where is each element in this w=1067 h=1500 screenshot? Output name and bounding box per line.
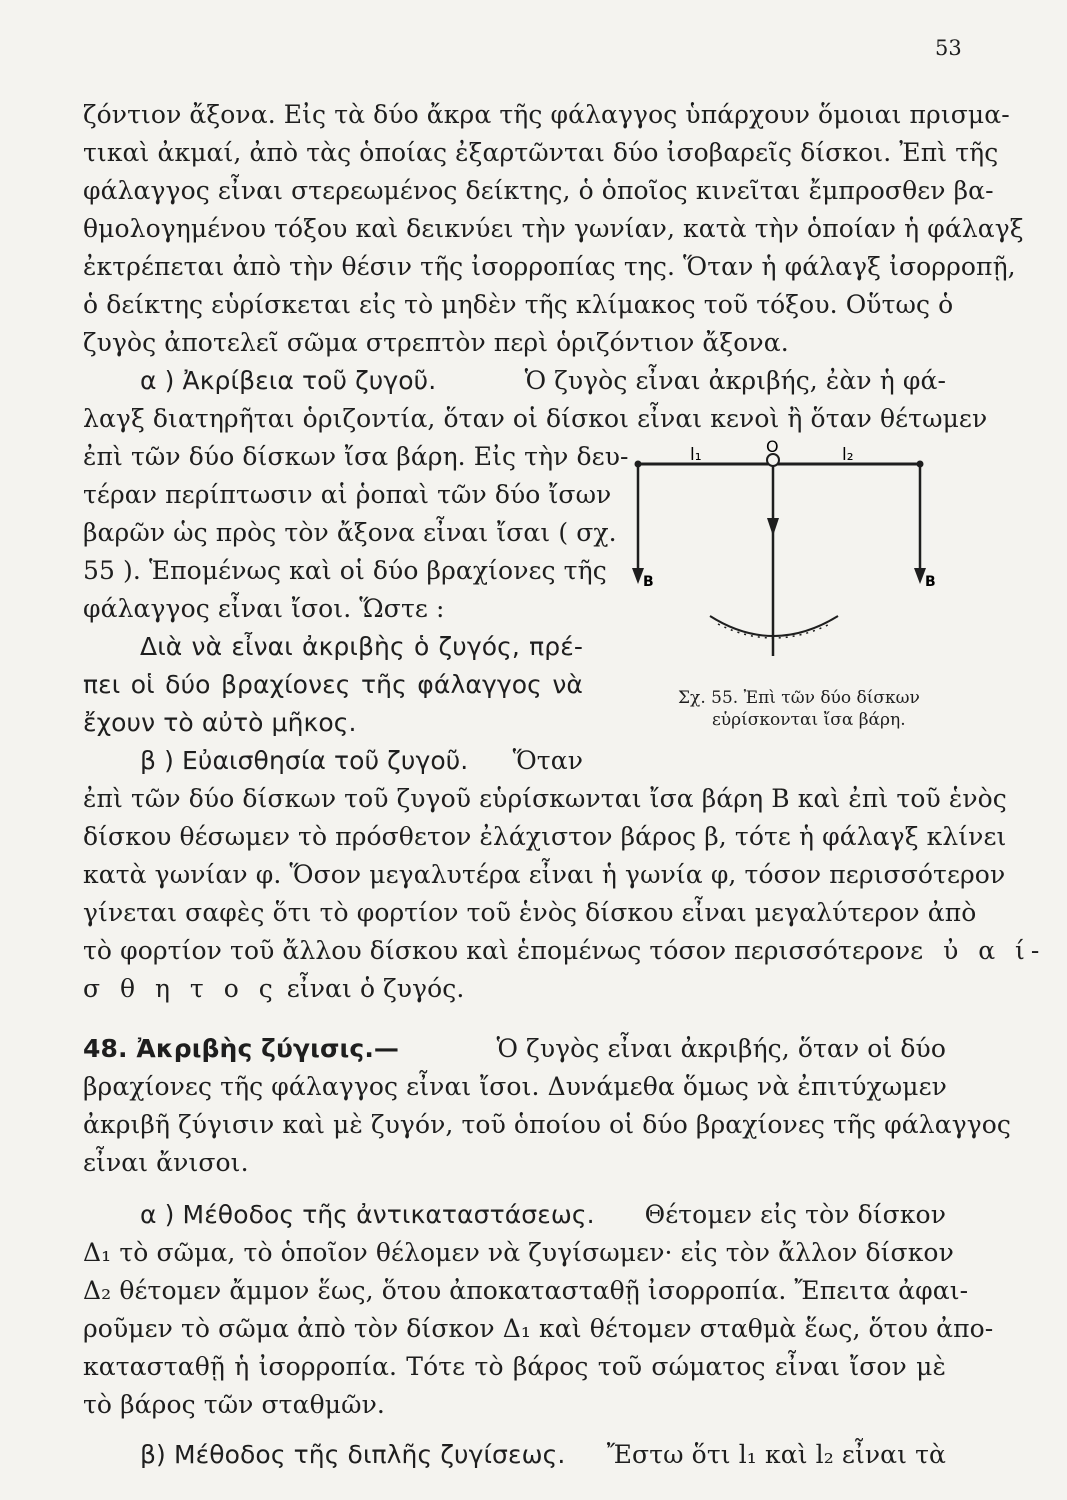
text-line: τέραν περίπτωσιν αἱ ῥοπαὶ τῶν δύο ἴσων [83,480,612,509]
figure-caption-line2: εὑρίσκονται ἴσα βάρη. [712,710,906,730]
text-line: φάλαγγος εἶναι στερεωμένος δείκτης, ὁ ὁποῖος κινεῖται ἔμπροσθεν βα- [83,176,994,205]
text-line: ροῦμεν τὸ σῶμα ἀπὸ τὸν δίσκον Δ₁ καὶ θέτομεν σταθμὰ ἕως, ὅτου ἀπο- [83,1314,994,1343]
text-line: κατασταθῇ ἡ ἰσορροπία. Τότε τὸ βάρος τοῦ σώματος εἶναι ἴσον μὲ [83,1352,946,1381]
text-line: ἐκτρέπεται ἀπὸ τὴν θέσιν τῆς ἰσορροπίας της. Ὅταν ἡ φάλαγξ ἰσορροπῇ, [83,252,1016,281]
label-l1: l₁ [690,445,702,465]
rule-line: Διὰ νὰ εἶναι ἀκριβὴς ὁ ζυγός, πρέ- [140,632,583,661]
section-b-text: Ὅταν [512,746,583,775]
text-line: Δ₂ θέτομεν ἄμμον ἕως, ὅτου ἀποκατασταθῇ ἰσορροπία. Ἔπειτα ἀφαι- [83,1276,969,1305]
center-arrowhead [767,518,779,536]
section48-number: 48. [83,1034,128,1063]
text-line: ὁ δείκτης εὑρίσκεται εἰς τὸ μηδὲν τῆς κλίμακος τοῦ τόξου. Οὕτως ὁ [83,290,954,319]
text-line: δίσκου θέσωμεν τὸ πρόσθετον ἐλάχιστον βάρος β, τότε ἡ φάλαγξ κλίνει [83,822,1007,851]
text-line: τικαὶ ἀκμαί, ἀπὸ τὰς ὁποίας ἐξαρτῶνται δύο ἰσοβαρεῖς δίσκοι. Ἐπὶ τῆς [83,138,999,167]
method-a-heading: α ) Μέθοδος τῆς ἀντικαταστάσεως. [140,1200,595,1229]
text-line: βραχίονες τῆς φάλαγγος εἶναι ἴσοι. Δυνάμεθα ὅμως νὰ ἐπιτύχωμεν [83,1072,947,1101]
section48-title [83,1034,399,1063]
spaced-word: σ θ η τ ο ς [83,974,279,1003]
text-span: τὸ φορτίον τοῦ ἄλλου δίσκου καὶ ἑπομένως τόσον περισσότερον [83,936,911,965]
label-b-left: B [643,574,654,590]
text-line: 55 ). Ἑπομένως καὶ οἱ δύο βραχίονες τῆς [83,556,607,585]
method-b-text: Ἔστω ὅτι l₁ καὶ l₂ εἶναι τὰ [606,1440,946,1469]
figure-caption-line1: Σχ. 55. Ἐπὶ τῶν δύο δίσκων [678,688,920,708]
label-b-right: B [925,574,936,590]
text-line: βαρῶν ὡς πρὸς τὸν ἄξονα εἶναι ἴσαι ( σχ. [83,518,617,547]
section-a-line [140,366,946,395]
text-line: γίνεται σαφὲς ὅτι τὸ φορτίον τοῦ ἑνὸς δίσκου εἶναι μεγαλύτερον ἀπὸ [83,898,977,927]
text-line: εἶναι ἄνισοι. [83,1148,249,1177]
rule-line: ἔχουν τὸ αὐτὸ μῆκος. [83,708,357,737]
text-line: ἐπὶ τῶν δύο δίσκων ἴσα βάρη. Εἰς τὴν δευ- [83,442,629,471]
method-b-heading: β) Μέθοδος τῆς διπλῆς ζυγίσεως. [140,1440,566,1469]
text-line [83,936,1046,965]
text-line: λαγξ διατηρῆται ὁριζοντία, ὅταν οἱ δίσκοι εἶναι κενοὶ ἢ ὅταν θέτωμεν [83,404,988,433]
text-line [83,974,464,1003]
text-line: ζόντιον ἄξονα. Εἰς τὰ δύο ἄκρα τῆς φάλαγγος ὑπάρχουν ὅμοιαι πρισμα- [83,100,1010,129]
rule-line: πει οἱ δύο βραχίονες τῆς φάλαγγος νὰ [83,670,583,699]
text-line: φάλαγγος εἶναι ἴσοι. Ὥστε : [83,594,445,623]
section-a-heading: α ) Ἀκρίβεια τοῦ ζυγοῦ. [140,366,437,395]
section-b-line [140,746,583,775]
section-b-heading: β ) Εὐαισθησία τοῦ ζυγοῦ. [140,746,469,775]
label-o: O [766,438,779,456]
text-line: κατὰ γωνίαν φ. Ὅσον μεγαλυτέρα εἶναι ἡ γωνία φ, τόσον περισσότερον [83,860,1006,889]
section-a-text: Ὁ ζυγὸς εἶναι ἀκριβής, ἐὰν ἡ φά- [524,366,946,395]
label-l2: l₂ [842,445,854,465]
method-a-line [140,1200,946,1229]
text-line: θμολογημένου τόξου καὶ δεικνύει τὴν γωνίαν, κατὰ τὴν ὁποίαν ἡ φάλαγξ [83,214,1024,243]
text-line: ἐπὶ τῶν δύο δίσκων τοῦ ζυγοῦ εὑρίσκωνται ἴσα βάρη Β καὶ ἐπὶ τοῦ ἑνὸς [83,784,1007,813]
page-number: 53 [935,36,962,60]
spaced-word: ε ὐ α ί- [910,936,1046,965]
section48-heading: Ἀκριβὴς ζύγισις.— [136,1034,400,1063]
text-line: τὸ βάρος τῶν σταθμῶν. [83,1390,385,1419]
method-a-text: Θέτομεν εἰς τὸν δίσκον [644,1200,946,1229]
balance-figure [620,438,940,678]
method-b-line [140,1440,946,1469]
text-line: Δ₁ τὸ σῶμα, τὸ ὁποῖον θέλομεν νὰ ζυγίσωμεν· εἰς τὸν ἄλλον δίσκον [83,1238,954,1267]
text-line: ἀκριβῆ ζύγισιν καὶ μὲ ζυγόν, τοῦ ὁποίου οἱ δύο βραχίονες τῆς φάλαγγος [83,1110,1012,1139]
text-span: εἶναι ὁ ζυγός. [286,974,465,1003]
section48-text: Ὁ ζυγὸς εἶναι ἀκριβής, ὅταν οἱ δύο [496,1034,946,1063]
text-line: ζυγὸς ἀποτελεῖ σῶμα στρεπτὸν περὶ ὁριζόντιον ἄξονα. [83,328,789,357]
section48-line [83,1034,946,1063]
